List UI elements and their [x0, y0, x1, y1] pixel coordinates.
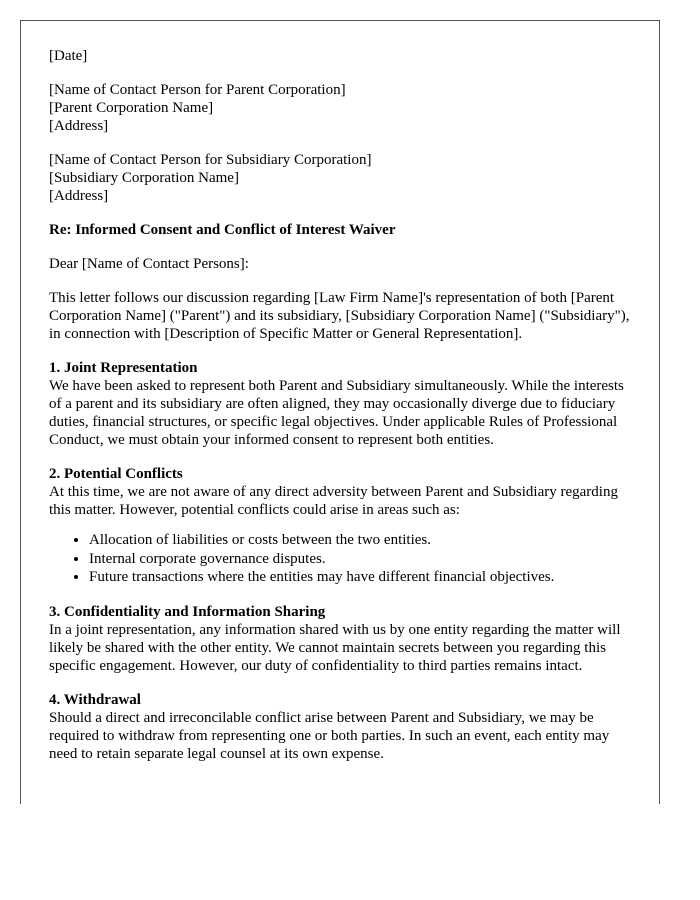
letter-salutation: Dear [Name of Contact Persons]:: [49, 256, 249, 272]
subsidiary-address-block: [49, 151, 631, 205]
list-item: • Internal corporate governance disputes.: [89, 550, 631, 569]
list-item: • Allocation of liabilities or costs between the two entities.: [89, 531, 631, 550]
section-title: 1. Joint Representation: [49, 360, 198, 376]
parent-address-block: [49, 81, 631, 135]
letter-subject: Re: Informed Consent and Conflict of Interest Waiver: [49, 222, 396, 238]
section-body: Should a direct and irreconcilable conflict arise between Parent and Subsidiary, we may be required to withdraw from representing one or both parties. In such an event, each entity may need to retain separate legal counsel at its own expense.: [49, 709, 610, 762]
section-title: 2. Potential Conflicts: [49, 466, 183, 482]
section-joint-representation: [49, 359, 631, 449]
section-withdrawal: [49, 691, 631, 763]
parent-address: [Address]: [49, 118, 109, 134]
letter-date: [Date]: [49, 48, 88, 64]
letter-page: [20, 20, 660, 804]
section-body: In a joint representation, any information shared with us by one entity regarding the matter will likely be shared with the other entity. We cannot maintain secrets between you regarding this specific engagement. However, our duty of confidentiality to third parties remains intact.: [49, 621, 621, 674]
section-body: We have been asked to represent both Parent and Subsidiary simultaneously. While the interests of a parent and its subsidiary are often aligned, they may occasionally diverge due to fiduciary duties, financial structures, or specific legal objectives. Under applicable Rules of Professional Conduct, we must obtain your informed consent to represent both entities.: [49, 378, 624, 448]
section-title: 3. Confidentiality and Information Sharing: [49, 603, 326, 620]
parent-contact-name: [Name of Contact Person for Parent Corporation]: [49, 82, 346, 98]
section-confidentiality: [49, 603, 631, 675]
subsidiary-corporation-name: [Subsidiary Corporation Name]: [49, 170, 239, 186]
section-potential-conflicts: [49, 465, 631, 587]
subsidiary-address: [Address]: [49, 188, 109, 204]
section-body: At this time, we are not aware of any direct adversity between Parent and Subsidiary regarding this matter. However, potential conflicts could arise in areas such as:: [49, 484, 618, 518]
subsidiary-contact-name: [Name of Contact Person for Subsidiary Corporation]: [49, 152, 372, 168]
list-item: • Future transactions where the entities may have different financial objectives.: [89, 568, 631, 587]
parent-corporation-name: [Parent Corporation Name]: [49, 100, 214, 116]
conflict-list: [49, 531, 631, 587]
letter-intro: This letter follows our discussion regarding [Law Firm Name]'s representation of both [Parent Corporation Name] ("Parent") and its subsidiary, [Subsidiary Corporation Name] ("Subsidiary"), in connection with [Description of Specific Matter or General Representation].: [49, 290, 630, 342]
section-title: 4. Withdrawal: [49, 691, 141, 708]
